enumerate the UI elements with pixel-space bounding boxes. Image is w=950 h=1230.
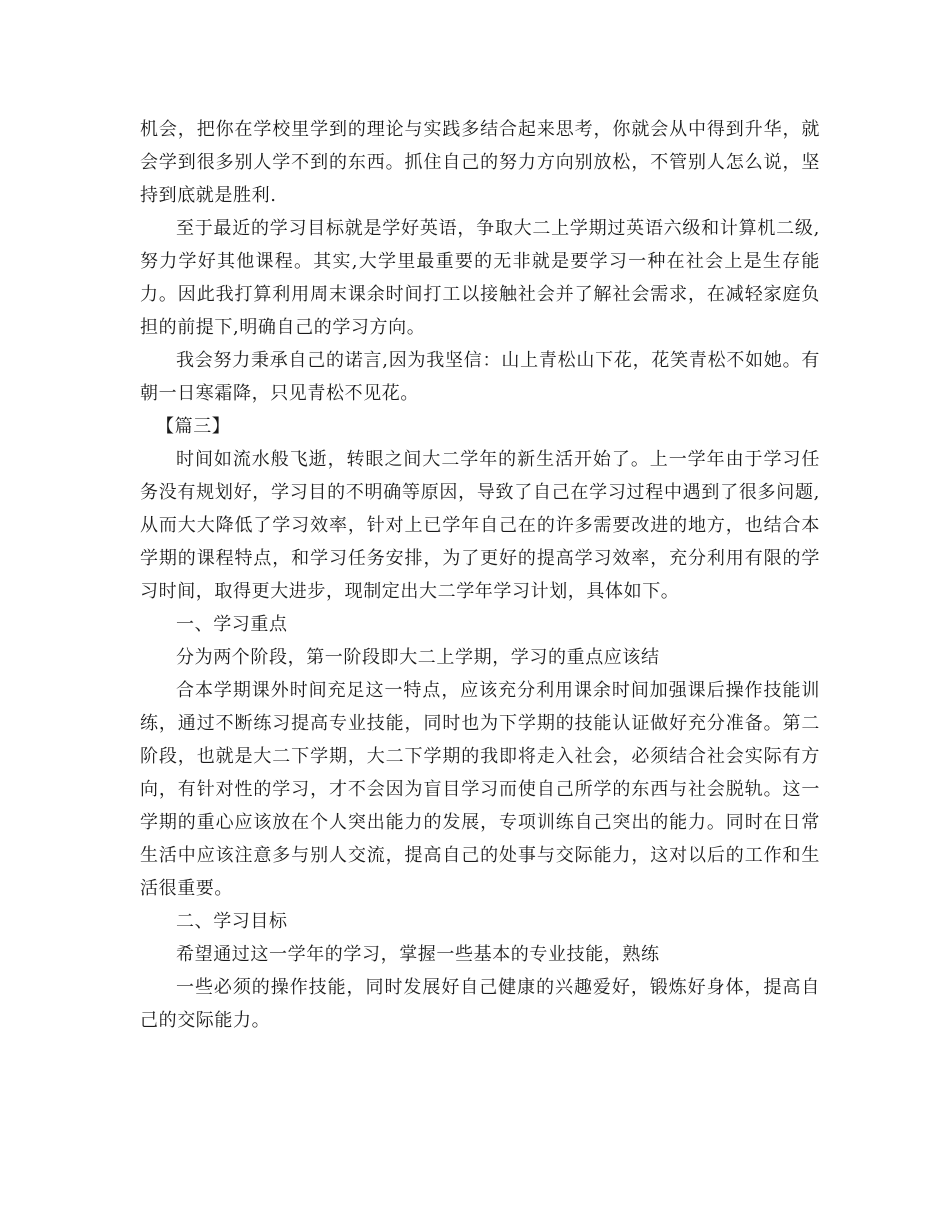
section-heading-part-three: 【篇三】 <box>156 416 231 437</box>
subheading-study-goals: 二、学习目标 <box>176 911 288 932</box>
paragraph-introduction: 时间如流水般飞逝，转眼之间大二学年的新生活开始了。上一学年由于学习任务没有规划好，学习目的不明确等原因，导致了自己在学习过程中遇到了很多问题,从而大大降低了学习效率，针对上已学年自己在的许多需要改进的地方，也结合本学期的课程特点，和学习任务安排，为了更好的提高学习效率，充分利用有限的学习时间，取得更大进步，现制定出大二学年学习计划，具体如下。 <box>140 449 820 602</box>
paragraph-promise: 我会努力秉承自己的诺言,因为我坚信：山上青松山下花，花笑青松不如她。有朝一日寒霜降，只见青松不见花。 <box>140 350 820 404</box>
paragraph-two-stages: 分为两个阶段，第一阶段即大二上学期，学习的重点应该结 <box>176 647 660 668</box>
paragraph-skills: 一些必须的操作技能，同时发展好自己健康的兴趣爱好，锻炼好身体，提高自己的交际能力。 <box>140 977 820 1031</box>
paragraph-continuation: 机会，把你在学校里学到的理论与实践多结合起来思考，你就会从中得到升华，就会学到很多别人学不到的东西。抓住自己的努力方向别放松，不管别人怎么说，坚持到底就是胜利. <box>140 119 820 206</box>
document-body <box>140 113 820 1037</box>
paragraph-hope: 希望通过这一学年的学习，掌握一些基本的专业技能，熟练 <box>176 944 660 965</box>
paragraph-study-goals: 至于最近的学习目标就是学好英语，争取大二上学期过英语六级和计算机二级,努力学好其他课程。其实,大学里最重要的无非就是要学习一种在社会上是生存能力。因此我打算利用周末课余时间打工以接触社会并了解社会需求，在减轻家庭负担的前提下,明确自己的学习方向。 <box>140 218 820 338</box>
subheading-study-focus: 一、学习重点 <box>176 614 288 635</box>
paragraph-stage-details: 合本学期课外时间充足这一特点，应该充分利用课余时间加强课后操作技能训练，通过不断练习提高专业技能，同时也为下学期的技能认证做好充分准备。第二阶段，也就是大二下学期，大二下学期的我即将走入社会，必须结合社会实际有方向，有针对性的学习，才不会因为盲目学习而使自己所学的东西与社会脱轨。这一学期的重心应该放在个人突出能力的发展，专项训练自己突出的能力。同时在日常生活中应该注意多与别人交流，提高自己的处事与交际能力，这对以后的工作和生活很重要。 <box>140 680 820 899</box>
